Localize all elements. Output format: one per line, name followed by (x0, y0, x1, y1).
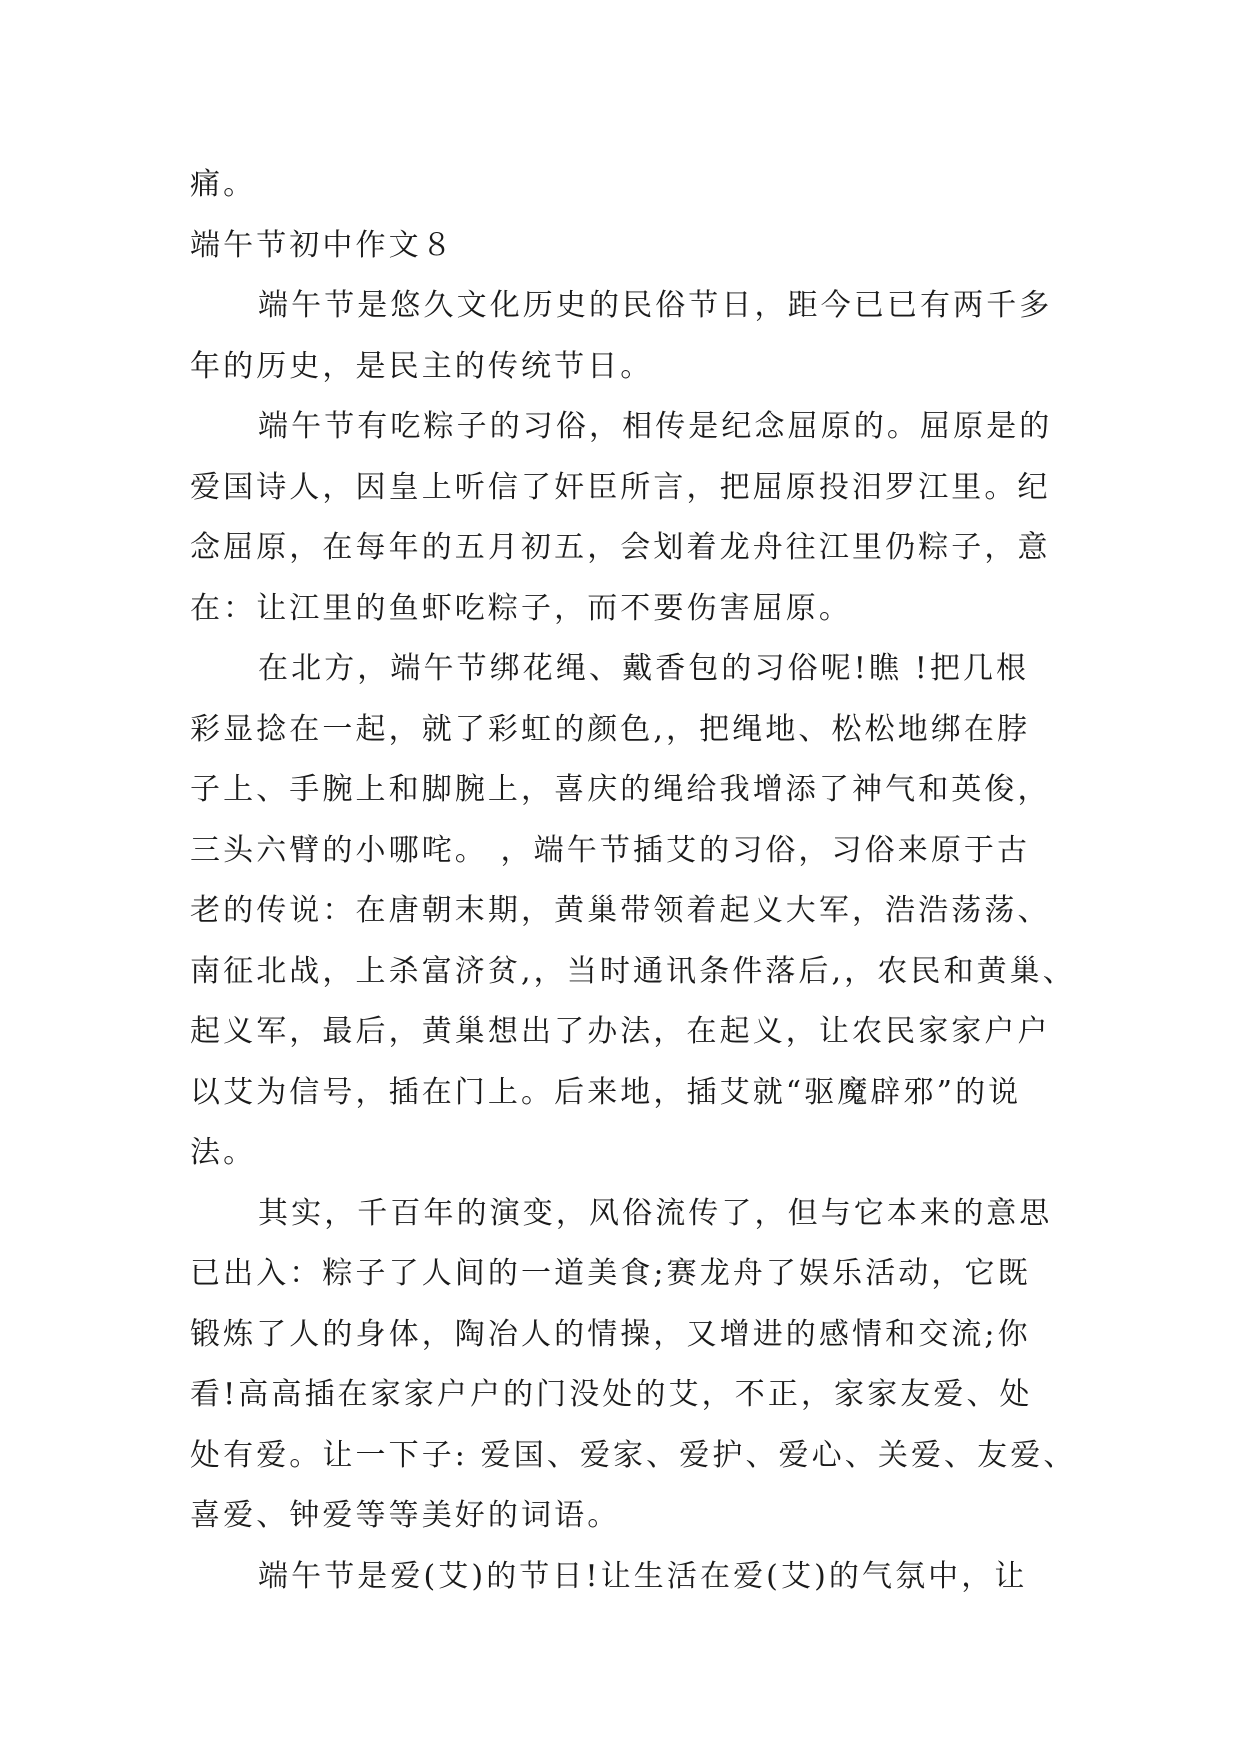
text-line: 在：让江里的鱼虾吃粽子，而不要伤害屈原。 (190, 590, 852, 626)
text-line: 南征北战，上杀富济贫,，当时通讯条件落后,，农民和黄巢、 (190, 953, 1076, 989)
text-line: 以艾为信号，插在门上。后来地，插艾就“驱魔辟邪”的说 (190, 1074, 1022, 1110)
text-line: 法。 (190, 1135, 257, 1170)
text-line: 爱国诗人，因皇上听信了奸臣所言，把屈原投汨罗江里。纪 (190, 469, 1051, 505)
text-line: 喜爱、钟爱等等美好的词语。 (190, 1498, 621, 1533)
text-line: 起义军，最后，黄巢想出了办法，在起义，让农民家家户户 (190, 1014, 1051, 1049)
text-line: 在北方，端午节绑花绳、戴香包的习俗呢!瞧 !把几根 (258, 651, 1030, 686)
section-heading: 端午节初中作文８ (190, 227, 455, 263)
text-line: 处有爱。让一下子: 爱国、爱家、爱护、爱心、关爱、友爱、 (190, 1437, 1077, 1473)
text-line: 子上、手腕上和脚腕上，喜庆的绳给我增添了神气和英俊， (190, 772, 1051, 807)
text-line: 三头六臂的小哪咤。 ，端午节插艾的习俗，习俗来原于古 (190, 832, 1031, 868)
text-line: 彩显捻在一起，就了彩虹的颜色,，把绳地、松松地绑在脖 (190, 711, 1031, 747)
text-line: 看!高高插在家家户户的门没处的艾，不正，家家友爱、处 (190, 1377, 1033, 1412)
text-line: 痛。 (190, 167, 257, 202)
text-line: 其实，千百年的演变，风俗流传了，但与它本来的意思 (258, 1195, 1053, 1231)
document-body (190, 155, 1077, 1607)
text-line: 念屈原，在每年的五月初五，会划着龙舟往江里仍粽子，意 (190, 530, 1051, 565)
text-line: 年的历史，是民主的传统节日。 (190, 348, 654, 384)
text-line: 端午节是悠久文化历史的民俗节日，距今已已有两千多 (258, 288, 1053, 323)
text-line: 已出入：粽子了人间的一道美食;赛龙舟了娱乐活动，它既 (190, 1256, 1031, 1291)
text-line: 老的传说：在唐朝末期，黄巢带领着起义大军，浩浩荡荡、 (190, 893, 1051, 928)
text-line: 锻炼了人的身体，陶冶人的情操，又增进的感情和交流;你 (190, 1316, 1031, 1352)
text-line: 端午节是爱(艾)的节日!让生活在爱(艾)的气氛中，让 (258, 1558, 1028, 1594)
text-line: 端午节有吃粽子的习俗，相传是纪念屈原的。屈原是的 (258, 409, 1053, 444)
